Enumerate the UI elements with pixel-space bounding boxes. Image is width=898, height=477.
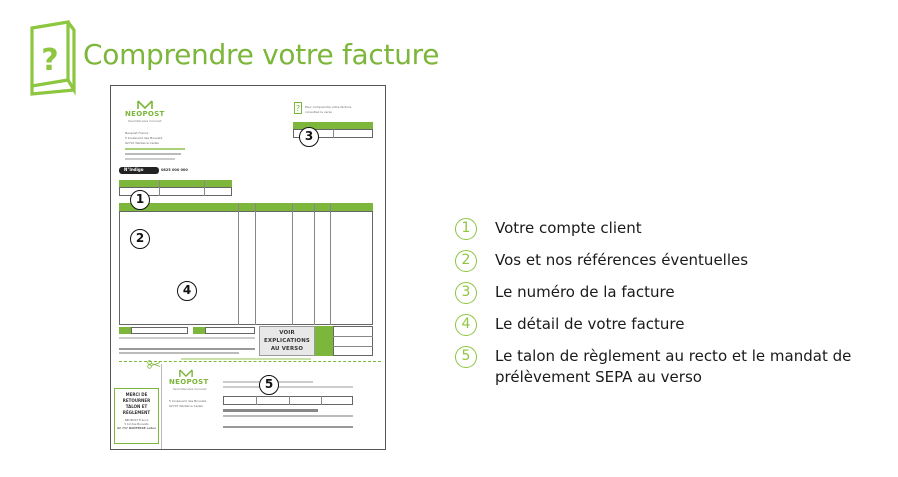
voir-line: AU VERSO — [270, 346, 304, 352]
legal-text-line — [119, 337, 255, 339]
total-value-box — [205, 327, 255, 334]
indigo-badge — [119, 167, 159, 174]
brand-tagline: Send Receive Connect — [173, 387, 207, 391]
legend — [455, 218, 885, 398]
amount-green-box — [315, 326, 333, 356]
legend-item — [455, 282, 885, 304]
legend-item — [455, 250, 885, 272]
total-label-box — [119, 327, 131, 334]
coupon-text-line — [223, 386, 353, 388]
total-value-box — [131, 327, 188, 334]
legend-number: 2 — [455, 250, 477, 272]
payment-line — [223, 415, 353, 417]
merci-box — [114, 388, 159, 444]
voir-line: VOIR — [279, 330, 295, 336]
legend-number: 4 — [455, 314, 477, 336]
total-label-box — [193, 327, 205, 334]
indigo-label: N°Indigo — [124, 167, 144, 172]
payment-line — [223, 426, 353, 428]
legend-text: Le talon de règlement au recto et le mandat de prélèvement SEPA au verso — [495, 347, 852, 386]
svg-text:?: ? — [295, 104, 301, 113]
legend-number: 5 — [455, 346, 477, 368]
legal-text-line — [119, 352, 239, 354]
legend-number: 1 — [455, 218, 477, 240]
coupon-table — [223, 396, 353, 405]
merci-line: RETOURNER — [122, 398, 151, 403]
merci-line: RÈGLEMENT — [122, 410, 151, 415]
address-highlight — [125, 148, 185, 150]
address-line: 5 boulevard des Bouvets — [125, 136, 163, 140]
marker-5: 5 — [259, 375, 279, 395]
client-account-header — [119, 180, 232, 187]
legend-text: Votre compte client — [495, 219, 642, 237]
payment-line — [223, 409, 318, 412]
detail-table-body — [119, 211, 373, 325]
coupon-address-line: 5 boulevard des Bouvets — [169, 399, 207, 403]
neopost-logo-icon — [179, 369, 193, 378]
marker-1: 1 — [130, 190, 150, 210]
marker-2: 2 — [130, 229, 150, 249]
merci-line: MERCI DE — [125, 392, 148, 397]
legend-text: Le détail de votre facture — [495, 315, 685, 333]
scissors-icon — [147, 360, 161, 369]
marker-3: 3 — [299, 127, 319, 147]
merci-address: 92 747 NANTERRE cedex — [117, 426, 156, 430]
amount-box — [333, 326, 373, 356]
legend-item — [455, 314, 885, 336]
invoice-thumbnail — [110, 85, 386, 450]
merci-line: TALON ET — [125, 404, 148, 409]
page-title: Comprendre votre facture — [83, 38, 440, 71]
coupon-address-line: 92747 Nanterre Cedex — [169, 404, 204, 408]
brand-tagline: Send Receive Connect — [128, 119, 162, 123]
legend-text: Le numéro de la facture — [495, 283, 675, 301]
address-line: 92747 Nanterre Cedex — [125, 141, 160, 145]
detail-table-header — [119, 203, 373, 211]
address-line-gray — [125, 153, 181, 155]
address-line-gray — [125, 158, 175, 160]
neopost-logo-icon — [137, 100, 153, 110]
merci-address: 5 bd des Bouvets — [124, 422, 149, 426]
merci-address: NEOPOST France — [124, 418, 149, 422]
question-booklet-icon — [28, 20, 78, 98]
voir-line: EXPLICATIONS — [264, 338, 310, 344]
legend-text: Vos et nos références éventuelles — [495, 251, 749, 269]
question-booklet-icon — [294, 102, 302, 114]
indigo-number: 0825 000 000 — [161, 168, 188, 172]
legal-text-line — [119, 348, 255, 350]
brand-name: NEOPOST — [125, 110, 165, 118]
cut-line-text — [181, 358, 311, 360]
address-line: Neopost France — [125, 131, 149, 135]
legend-item — [455, 218, 885, 240]
help-text: consultez le verso — [305, 110, 333, 114]
help-text: Pour comprendre votre facture, — [305, 105, 353, 109]
svg-text:?: ? — [41, 43, 59, 78]
brand-name: NEOPOST — [169, 378, 209, 386]
legend-item — [455, 346, 885, 388]
voir-explications-box — [259, 326, 315, 356]
marker-4: 4 — [177, 281, 197, 301]
legend-number: 3 — [455, 282, 477, 304]
